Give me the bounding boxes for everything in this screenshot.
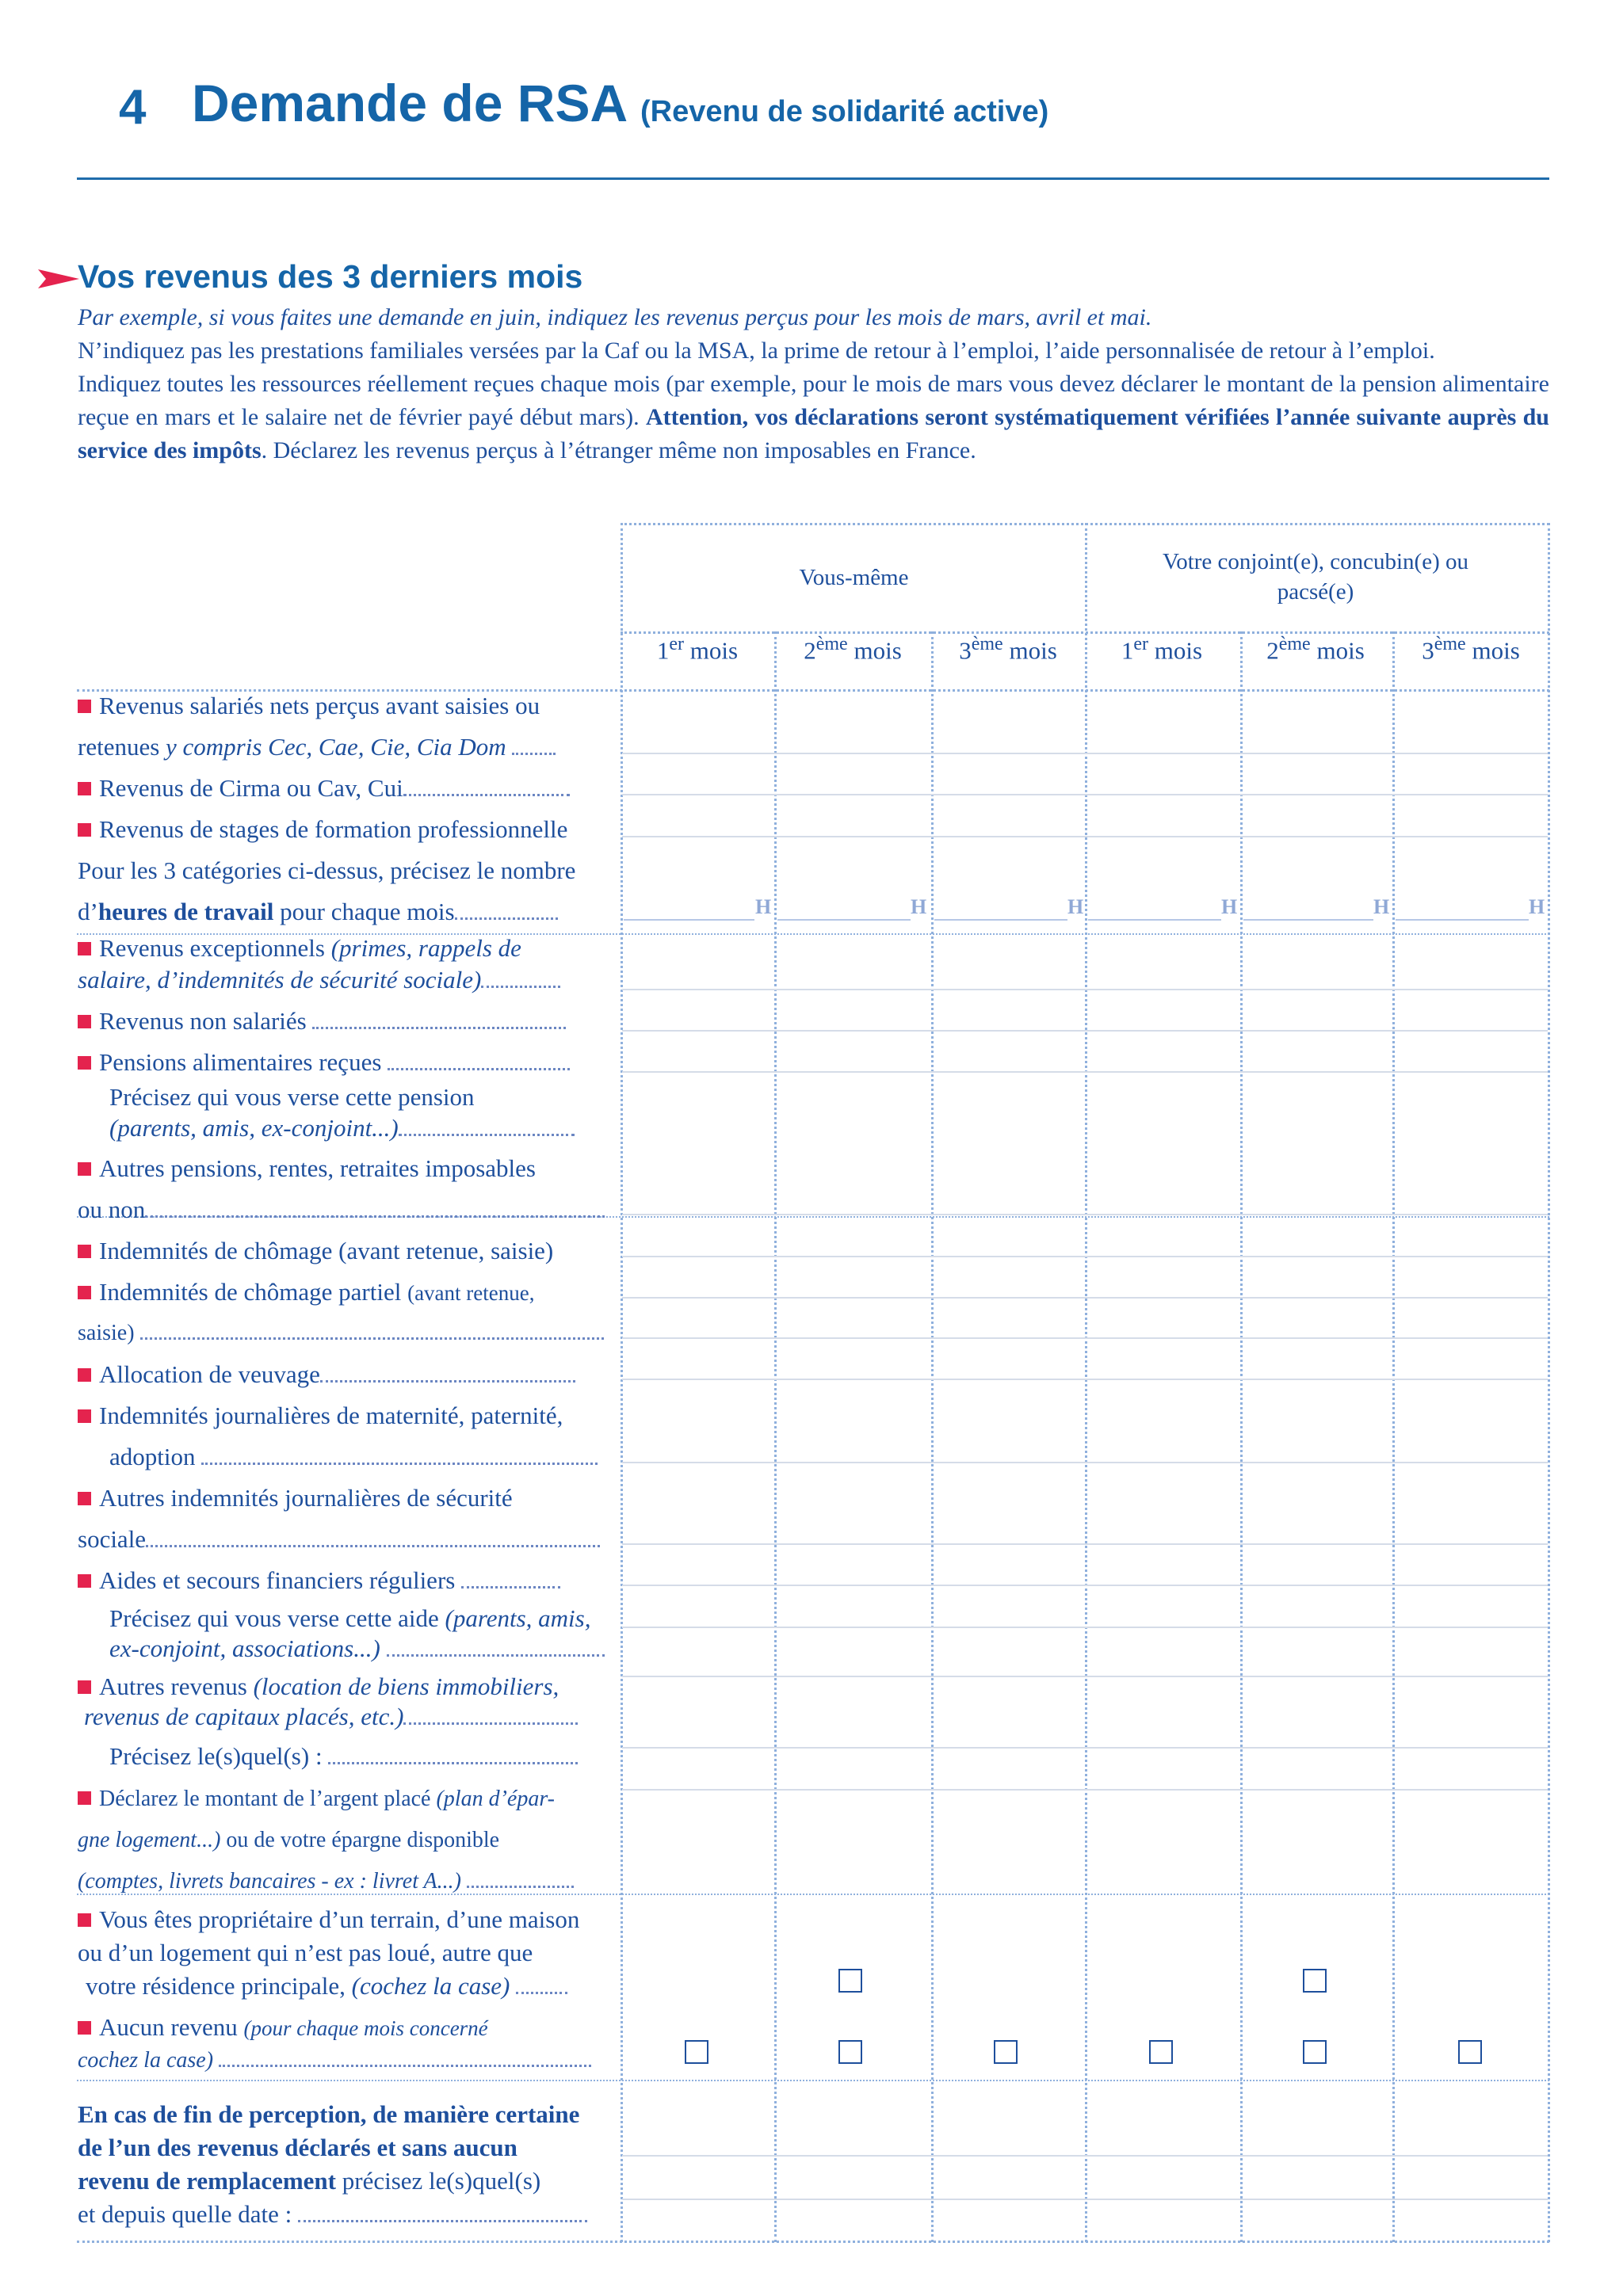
row-pensions-alim-who: Précisez qui vous verse cette pension xyxy=(109,1083,475,1111)
month-self-2: 2ème mois xyxy=(804,634,902,665)
row-chomage-partiel-l1: Indemnités de chômage partiel (avant retenue, xyxy=(78,1277,617,1308)
row-aides: Aides et secours financiers réguliers xyxy=(78,1566,617,1596)
red-bullet-icon xyxy=(78,1574,91,1588)
row-line xyxy=(622,989,1548,990)
hours-unit: H xyxy=(1221,895,1238,918)
red-bullet-icon xyxy=(78,1492,91,1505)
red-bullet-icon xyxy=(78,1913,91,1927)
red-bullet-icon xyxy=(78,1409,91,1423)
col-sep-4 xyxy=(1240,631,1243,2242)
row-line xyxy=(622,1462,1548,1463)
col-header-self: Vous-même xyxy=(799,565,909,590)
red-bullet-icon xyxy=(78,1056,91,1070)
col-sep-5 xyxy=(1392,631,1395,2242)
red-bullet-icon xyxy=(78,942,91,955)
month-partner-2: 2ème mois xyxy=(1266,634,1365,665)
row-cirma: Revenus de Cirma ou Cav, Cui xyxy=(78,773,617,803)
no-income-partner-month1-checkbox[interactable] xyxy=(1149,2040,1173,2064)
row-aides-who-l1: Précisez qui vous verse cette aide (parents, amis, xyxy=(109,1604,591,1632)
row-line xyxy=(622,2155,1548,2157)
row-veuvage: Allocation de veuvage xyxy=(78,1360,617,1390)
red-bullet-icon xyxy=(78,1245,91,1258)
hours-line xyxy=(777,919,911,921)
row-line xyxy=(622,2199,1548,2200)
intro-example: Par exemple, si vous faites une demande en juin, indiquez les revenus perçus pour les mois de mars, avril et mai. xyxy=(78,304,1152,330)
row-epargne-l2: gne logement...) ou de votre épargne disponible xyxy=(78,1828,500,1852)
col-sep-1 xyxy=(774,631,777,2242)
row-proprietaire-l2: ou d’un logement qui n’est pas loué, autre que xyxy=(78,1939,533,1966)
row-line xyxy=(622,836,1548,837)
no-income-partner-month3-checkbox[interactable] xyxy=(1458,2040,1482,2064)
row-line xyxy=(622,1379,1548,1380)
row-line xyxy=(622,1071,1548,1073)
hours-unit: H xyxy=(911,895,927,918)
row-aucun-revenu-l1: Aucun revenu (pour chaque mois concerné xyxy=(78,2012,617,2043)
row-line xyxy=(622,1789,1548,1791)
row-ij-maternite-l1: Indemnités journalières de maternité, paternité, xyxy=(78,1401,617,1431)
intro-resources-text: Indiquez toutes les ressources réellement reçues chaque mois (par exemple, pour le mois de mars vous devez déclarer le montant de la pension alimentaire reçue en mars et le salaire net de février payé début mars). xyxy=(78,371,1549,430)
page-subtitle: (Revenu de solidarité active) xyxy=(640,95,1049,128)
no-income-self-month2-checkbox[interactable] xyxy=(838,2040,862,2064)
row-non-salaries: Revenus non salariés xyxy=(78,1006,617,1036)
red-bullet-icon xyxy=(78,823,91,837)
owner-self-checkbox[interactable] xyxy=(838,1969,862,1993)
row-hours-l1: Pour les 3 catégories ci-dessus, précisez le nombre xyxy=(78,856,576,884)
month-partner-3: 3ème mois xyxy=(1422,634,1520,665)
row-line xyxy=(622,1676,1548,1677)
row-line xyxy=(622,753,1548,754)
hours-line xyxy=(934,919,1067,921)
row-stages: Revenus de stages de formation professionnelle xyxy=(78,814,617,845)
no-income-partner-month2-checkbox[interactable] xyxy=(1303,2040,1327,2064)
month-self-3: 3ème mois xyxy=(959,634,1057,665)
row-chomage: Indemnités de chômage (avant retenue, saisie) xyxy=(78,1236,617,1266)
row-fin-perception-l1: En cas de fin de perception, de manière certaine xyxy=(78,2100,580,2128)
row-line xyxy=(622,1214,1548,1215)
owner-partner-checkbox[interactable] xyxy=(1303,1969,1327,1993)
group-separator xyxy=(77,2080,1549,2081)
row-epargne-l1: Déclarez le montant de l’argent placé (plan d’épar- xyxy=(78,1784,617,1814)
page-title: Demande de RSA xyxy=(192,74,628,132)
hours-line xyxy=(1243,919,1373,921)
hours-line xyxy=(1088,919,1221,921)
row-autres-revenus-l1: Autres revenus (location de biens immobiliers, xyxy=(78,1672,617,1702)
hours-line xyxy=(1396,919,1529,921)
row-line xyxy=(622,1585,1548,1586)
row-proprietaire-l1: Vous êtes propriétaire d’un terrain, d’une maison xyxy=(78,1905,617,1935)
col-header-partner: Votre conjoint(e), concubin(e) ou pacsé(e) xyxy=(1162,549,1468,605)
row-autres-ij-l1: Autres indemnités journalières de sécurité xyxy=(78,1483,617,1513)
section-number: 4 xyxy=(119,80,147,135)
no-income-self-month3-checkbox[interactable] xyxy=(994,2040,1018,2064)
row-line xyxy=(622,1297,1548,1299)
table-bottom-border xyxy=(77,2241,1549,2243)
row-exceptionnels-l1: Revenus exceptionnels (primes, rappels de xyxy=(78,933,617,963)
row-fin-perception-l4: et depuis quelle date : xyxy=(78,2199,617,2229)
row-aides-who-l2: ex-conjoint, associations...) xyxy=(78,1634,648,1664)
col-sep-2 xyxy=(931,631,934,2242)
row-aucun-revenu-l2: cochez la case) xyxy=(78,2046,617,2076)
row-autres-revenus-l2: revenus de capitaux placés, etc.) xyxy=(78,1702,623,1732)
row-line xyxy=(622,1256,1548,1257)
row-line xyxy=(622,794,1548,795)
row-salaries-l1: Revenus salariés nets perçus avant saisies ou xyxy=(78,691,617,721)
row-line xyxy=(622,1543,1548,1545)
hours-unit: H xyxy=(1373,895,1390,918)
red-bullet-icon xyxy=(78,2021,91,2035)
red-bullet-icon xyxy=(78,1015,91,1028)
red-bullet-icon xyxy=(78,1162,91,1176)
red-bullet-icon xyxy=(78,1680,91,1694)
col-sep-6 xyxy=(1548,523,1550,2242)
row-line xyxy=(622,1030,1548,1032)
red-bullet-icon xyxy=(78,700,91,713)
intro-exclusions: N’indiquez pas les prestations familiales versées par la Caf ou la MSA, la prime de retour à l’emploi, l’aide personnalisée de retour à l’emploi. xyxy=(78,338,1435,364)
row-epargne-l3: (comptes, livrets bancaires - ex : livret A...) xyxy=(78,1867,617,1897)
row-autres-revenus-precisez: Précisez le(s)quel(s) : xyxy=(78,1741,648,1772)
hours-unit: H xyxy=(755,895,772,918)
month-self-1: 1er mois xyxy=(656,634,739,665)
red-bullet-icon xyxy=(78,782,91,795)
row-autres-pensions-l1: Autres pensions, rentes, retraites imposables xyxy=(78,1154,617,1184)
row-salaries-l2: retenues y compris Cec, Cae, Cie, Cia Dom xyxy=(78,732,617,762)
row-exceptionnels-l2: salaire, d’indemnités de sécurité sociale) xyxy=(78,965,617,995)
intro-resources-end: . Déclarez les revenus perçus à l’étranger même non imposables en France. xyxy=(261,437,976,463)
row-autres-ij-l2: sociale xyxy=(78,1524,617,1554)
red-bullet-icon xyxy=(78,1368,91,1382)
month-partner-1: 1er mois xyxy=(1121,634,1203,665)
row-line xyxy=(622,1627,1548,1628)
red-bullet-icon xyxy=(78,1286,91,1299)
row-line xyxy=(622,1337,1548,1339)
hours-unit: H xyxy=(1529,895,1545,918)
hours-line xyxy=(624,919,754,921)
row-pensions-alim-who-l2: (parents, amis, ex-conjoint...) xyxy=(78,1113,648,1143)
red-bullet-icon xyxy=(78,1791,91,1805)
row-chomage-partiel-l2: saisie) xyxy=(78,1318,617,1348)
row-ij-maternite-l2: adoption xyxy=(78,1442,648,1472)
row-fin-perception-l2: de l’un des revenus déclarés et sans aucun xyxy=(78,2134,517,2161)
row-proprietaire-l3: votre résidence principale, (cochez la case) xyxy=(78,1971,624,2001)
hours-unit: H xyxy=(1067,895,1084,918)
row-line xyxy=(622,1747,1548,1749)
row-fin-perception-l3: revenu de remplacement précisez le(s)quel(s) xyxy=(78,2167,541,2195)
no-income-self-month1-checkbox[interactable] xyxy=(685,2040,708,2064)
row-pensions-alim: Pensions alimentaires reçues xyxy=(78,1047,617,1077)
section-title: Vos revenus des 3 derniers mois xyxy=(78,258,583,295)
intro-warning: Attention, vos déclarations seront systématiquement vérifiées l’année suivante auprès du service des impôts xyxy=(78,404,1549,463)
row-hours-l2: d’heures de travail pour chaque mois xyxy=(78,897,617,927)
col-sep-3 xyxy=(1085,523,1087,2242)
row-autres-pensions-l2: ou non xyxy=(78,1195,617,1225)
